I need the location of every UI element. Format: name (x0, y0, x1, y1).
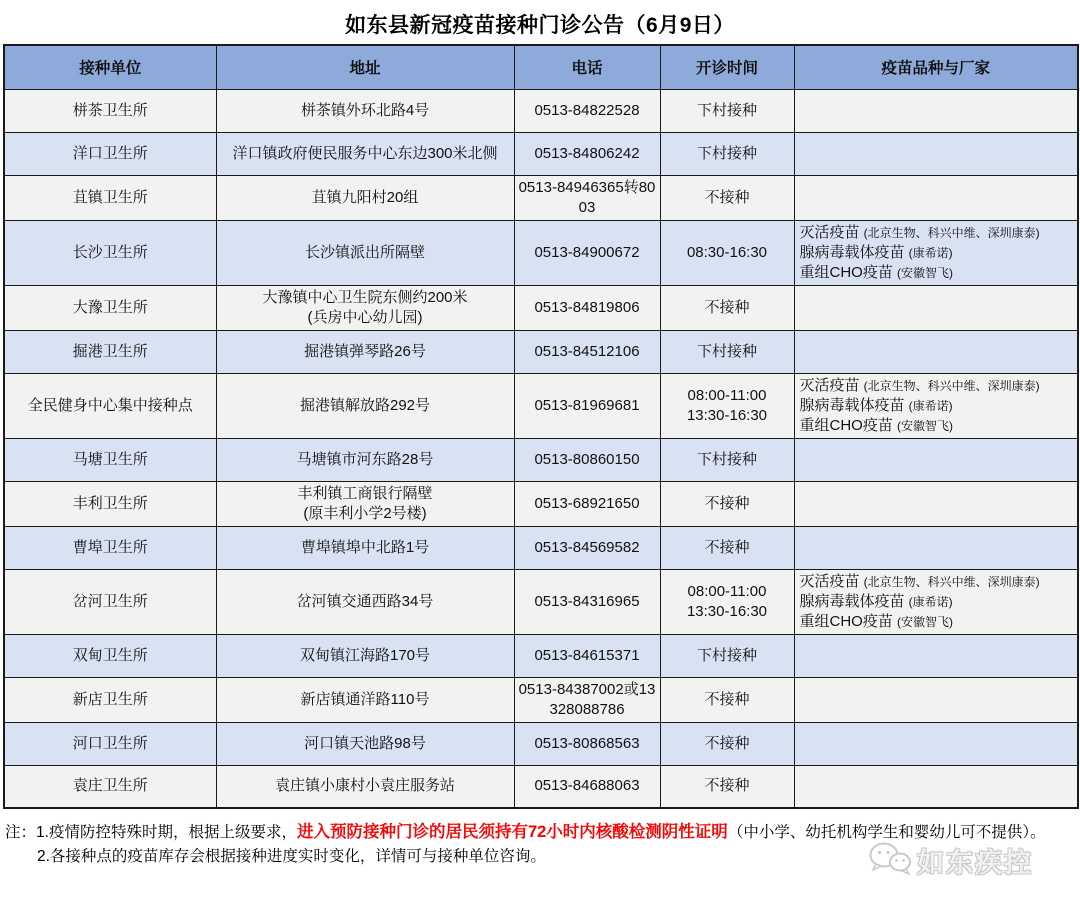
footnote-text-2: （中小学、幼托机构学生和婴幼儿可不提供）。 (727, 824, 1046, 841)
cell-address (216, 330, 514, 373)
hours-line: 不接种 (704, 494, 750, 512)
cell-phone: 0513-84615371 (514, 634, 660, 677)
vaccine-line (800, 612, 1076, 632)
cell-address (216, 438, 514, 481)
hours-line: 下村接种 (696, 342, 757, 360)
address-line: 丰利镇工商银行隔壁 (297, 484, 433, 502)
hours-line: 不接种 (704, 690, 750, 708)
vaccine-line (800, 263, 1076, 283)
header-hours: 开诊时间 (660, 45, 794, 89)
cell-unit: 丰利卫生所 (4, 481, 216, 526)
cell-vaccines (794, 373, 1078, 438)
cell-phone: 0513-84806242 (514, 132, 660, 175)
table-row (4, 132, 1078, 175)
cell-vaccines (794, 89, 1078, 132)
cell-phone: 0513-80868563 (514, 722, 660, 765)
table-row (4, 569, 1078, 634)
cell-address (216, 481, 514, 526)
footnote-line-2: 2.各接种点的疫苗库存会根据接种进度实时变化，详情可与接种单位咨询。 (37, 848, 546, 865)
hours-line: 08:00-11:00 (687, 386, 767, 404)
table-row (4, 175, 1078, 220)
header-vaccines: 疫苗品种与厂家 (794, 45, 1078, 89)
cell-vaccines (794, 677, 1078, 722)
cell-phone: 0513-84819806 (514, 285, 660, 330)
hours-line: 不接种 (704, 188, 750, 206)
vaccine-line (800, 223, 1076, 243)
cell-address (216, 220, 514, 285)
header-row (4, 45, 1078, 89)
hours-line: 08:30-16:30 (686, 243, 768, 261)
hours-line: 不接种 (704, 734, 750, 752)
address-line: 曹埠镇埠中北路1号 (300, 538, 430, 556)
address-line: (兵房中心幼儿园) (307, 308, 423, 326)
cell-address (216, 175, 514, 220)
hours-line: 不接种 (704, 538, 750, 556)
cell-address (216, 722, 514, 765)
hours-line: 08:00-11:00 (687, 582, 767, 600)
cell-hours (660, 569, 794, 634)
address-line: 岔河镇交通西路34号 (296, 592, 434, 610)
vaccine-name: 腺病毒载体疫苗 (799, 243, 909, 261)
vaccine-line (800, 416, 1076, 436)
cell-vaccines (794, 765, 1078, 808)
hours-line: 下村接种 (696, 144, 757, 162)
cell-phone: 0513-84688063 (514, 765, 660, 808)
cell-phone: 0513-80860150 (514, 438, 660, 481)
hours-line: 13:30-16:30 (686, 602, 768, 620)
cell-address (216, 132, 514, 175)
address-line: 洋口镇政府便民服务中心东边300米北侧 (232, 144, 498, 162)
cell-hours (660, 722, 794, 765)
vaccine-makers: (康希诺) (908, 245, 953, 260)
footnote-red-highlight: 进入预防接种门诊的居民须持有72小时内核酸检测阴性证明 (296, 823, 728, 841)
cell-unit: 洋口卫生所 (4, 132, 216, 175)
address-line: (原丰利小学2号楼) (303, 504, 427, 522)
cell-phone: 0513-84900672 (514, 220, 660, 285)
watermark (868, 841, 1033, 880)
table-row (4, 89, 1078, 132)
address-line: 掘港镇弹琴路26号 (304, 342, 426, 360)
address-line: 大豫镇中心卫生院东侧约200米 (262, 288, 468, 306)
hours-line: 不接种 (704, 777, 750, 795)
address-line: 苴镇九阳村20组 (311, 188, 419, 206)
vaccine-name: 灭活疫苗 (799, 376, 864, 394)
cell-hours (660, 481, 794, 526)
vaccine-name: 灭活疫苗 (799, 223, 864, 241)
cell-hours (660, 220, 794, 285)
hours-line: 下村接种 (696, 450, 757, 468)
hours-line: 下村接种 (696, 646, 757, 664)
vaccine-line (800, 572, 1076, 592)
cell-vaccines (794, 569, 1078, 634)
cell-address (216, 89, 514, 132)
vaccine-name: 重组CHO疫苗 (799, 263, 898, 281)
cell-phone: 0513-68921650 (514, 481, 660, 526)
cell-unit: 马塘卫生所 (4, 438, 216, 481)
cell-phone: 0513-81969681 (514, 373, 660, 438)
vaccine-line (800, 396, 1076, 416)
cell-phone: 0513-84946365转8003 (514, 175, 660, 220)
vaccine-line (800, 376, 1076, 396)
cell-address (216, 765, 514, 808)
wechat-icon (868, 841, 912, 880)
address-line: 掘港镇解放路292号 (299, 396, 431, 414)
hours-line: 下村接种 (696, 101, 757, 119)
cell-vaccines (794, 330, 1078, 373)
footnote-prefix: 注： (5, 824, 37, 841)
header-phone: 电话 (514, 45, 660, 89)
cell-phone: 0513-84822528 (514, 89, 660, 132)
cell-vaccines (794, 481, 1078, 526)
cell-unit: 新店卫生所 (4, 677, 216, 722)
cell-hours (660, 285, 794, 330)
cell-vaccines (794, 526, 1078, 569)
cell-vaccines (794, 722, 1078, 765)
address-line: 新店镇通洋路110号 (300, 690, 430, 708)
cell-hours (660, 373, 794, 438)
cell-vaccines (794, 634, 1078, 677)
cell-vaccines (794, 285, 1078, 330)
table-body (4, 89, 1078, 808)
vaccine-name: 腺病毒载体疫苗 (799, 592, 909, 610)
vaccine-line (800, 592, 1076, 612)
vaccine-makers: (北京生物、科兴中维、深圳康泰) (863, 225, 1040, 240)
table-row (4, 438, 1078, 481)
table-row (4, 526, 1078, 569)
table-header (4, 45, 1078, 89)
vaccine-line (800, 243, 1076, 263)
vaccine-name: 灭活疫苗 (799, 572, 864, 590)
cell-unit: 栟茶卫生所 (4, 89, 216, 132)
cell-hours (660, 526, 794, 569)
table-row (4, 634, 1078, 677)
address-line: 栟茶镇外环北路4号 (300, 101, 430, 119)
cell-vaccines (794, 220, 1078, 285)
cell-hours (660, 677, 794, 722)
cell-address (216, 677, 514, 722)
watermark-text: 如东疾控 (917, 848, 1033, 878)
cell-unit: 掘港卫生所 (4, 330, 216, 373)
cell-address (216, 285, 514, 330)
table-row (4, 722, 1078, 765)
table-row (4, 765, 1078, 808)
vaccine-makers: (北京生物、科兴中维、深圳康泰) (863, 378, 1040, 393)
cell-hours (660, 634, 794, 677)
cell-unit: 全民健身中心集中接种点 (4, 373, 216, 438)
table-row (4, 285, 1078, 330)
vaccine-name: 重组CHO疫苗 (799, 612, 898, 630)
clinic-table (3, 44, 1079, 809)
vaccine-makers: (康希诺) (908, 594, 953, 609)
cell-address (216, 634, 514, 677)
cell-vaccines (794, 132, 1078, 175)
table-row (4, 330, 1078, 373)
cell-vaccines (794, 175, 1078, 220)
cell-hours (660, 89, 794, 132)
hours-line: 不接种 (704, 298, 750, 316)
cell-address (216, 569, 514, 634)
cell-hours (660, 765, 794, 808)
cell-unit: 袁庄卫生所 (4, 765, 216, 808)
header-unit: 接种单位 (4, 45, 216, 89)
vaccine-makers: (康希诺) (908, 398, 953, 413)
vaccine-name: 腺病毒载体疫苗 (799, 396, 909, 414)
address-line: 长沙镇派出所隔壁 (304, 243, 425, 261)
cell-unit: 河口卫生所 (4, 722, 216, 765)
cell-phone: 0513-84316965 (514, 569, 660, 634)
table-row (4, 220, 1078, 285)
cell-address (216, 373, 514, 438)
address-line: 双甸镇江海路170号 (299, 646, 431, 664)
hours-line: 13:30-16:30 (686, 406, 768, 424)
vaccine-makers: (安徽智飞) (897, 418, 954, 433)
cell-phone: 0513-84512106 (514, 330, 660, 373)
address-line: 河口镇天池路98号 (304, 734, 426, 752)
table-row (4, 373, 1078, 438)
cell-unit: 长沙卫生所 (4, 220, 216, 285)
cell-hours (660, 330, 794, 373)
page-title: 如东县新冠疫苗接种门诊公告（6月9日） (345, 14, 735, 37)
cell-hours (660, 175, 794, 220)
vaccine-name: 重组CHO疫苗 (799, 416, 898, 434)
cell-unit: 苴镇卫生所 (4, 175, 216, 220)
address-line: 袁庄镇小康村小袁庄服务站 (274, 777, 455, 795)
cell-hours (660, 438, 794, 481)
address-line: 马塘镇市河东路28号 (296, 450, 434, 468)
header-address: 地址 (216, 45, 514, 89)
cell-unit: 双甸卫生所 (4, 634, 216, 677)
cell-unit: 岔河卫生所 (4, 569, 216, 634)
cell-hours (660, 132, 794, 175)
cell-unit: 曹埠卫生所 (4, 526, 216, 569)
cell-unit: 大豫卫生所 (4, 285, 216, 330)
cell-address (216, 526, 514, 569)
table-row (4, 481, 1078, 526)
vaccine-makers: (安徽智飞) (897, 614, 954, 629)
cell-phone: 0513-84569582 (514, 526, 660, 569)
cell-vaccines (794, 438, 1078, 481)
vaccine-makers: (北京生物、科兴中维、深圳康泰) (863, 574, 1040, 589)
cell-phone: 0513-84387002或13328088786 (514, 677, 660, 722)
vaccine-makers: (安徽智飞) (897, 265, 954, 280)
footnote-text: 1.疫情防控特殊时期，根据上级要求， (36, 824, 297, 841)
table-row (4, 677, 1078, 722)
